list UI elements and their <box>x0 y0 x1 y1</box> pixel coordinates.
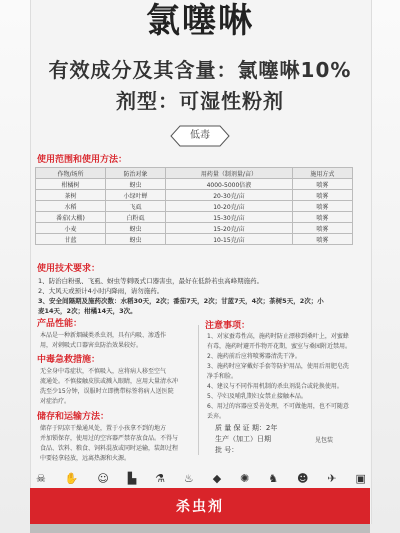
cell-crop: 柑橘树 <box>36 179 106 190</box>
storage-line: 并加锁保存，使用过的空容器严禁存放食品。不得与 <box>40 435 179 442</box>
storage-line: 中要轻拿轻放，远离热源和火源。 <box>40 455 131 462</box>
cell-dosage: 10-20克/亩 <box>166 201 293 212</box>
usage-header-target: 防治对象 <box>105 168 165 179</box>
cell-method: 喷雾 <box>292 212 352 223</box>
first-aid-line: 对症治疗。 <box>40 398 71 405</box>
table-row <box>36 234 353 245</box>
technique-line: 麦14天，2次；柑橘14天，3次。 <box>38 307 137 315</box>
notes-line: 丢弃。 <box>207 413 226 420</box>
notes-line: 3、施药时应穿戴好手套等防护用品，使用后用肥皂洗 <box>207 363 349 370</box>
notes-title: 注意事项： <box>205 321 251 331</box>
first-aid-line: 洗至少15分钟，误服时立即携带标签将病人送医院 <box>40 388 174 395</box>
technique-title: 使用技术要求： <box>37 264 101 274</box>
first-aid-line: 无全身中毒症状，不慎吸入，应将病人移至空气 <box>40 368 167 375</box>
batch-label: 批 号： <box>215 446 239 454</box>
cell-crop: 茶树 <box>36 190 106 201</box>
cell-dosage: 20-30克/亩 <box>166 190 293 201</box>
cell-target: 蚜虫 <box>105 179 165 190</box>
cell-crop: 甘蓝 <box>36 234 106 245</box>
table-row <box>36 179 353 190</box>
usage-header-method: 施用方式 <box>292 168 352 179</box>
performance-title: 产品性能： <box>37 319 83 329</box>
cell-method: 喷雾 <box>292 223 352 234</box>
child-icon: ☻ <box>296 471 309 485</box>
mask-icon: ☺ <box>97 471 109 485</box>
notes-line: 净手和脸。 <box>207 373 238 380</box>
storage-title: 储存和运输方法： <box>37 412 110 422</box>
formulation-line: 剂型：可湿性粉剂 <box>116 89 284 113</box>
ingredient-line: 有效成分及其含量：氯噻啉10% <box>48 58 352 82</box>
cell-crop: 番茄(大棚) <box>36 212 106 223</box>
table-row <box>36 223 353 234</box>
notes-line: 有毒，施药时避开作物开花期，蜜室与桑园附近禁用。 <box>207 343 352 350</box>
spray-icon: ⚗ <box>155 471 166 485</box>
category-label: 杀虫剂 <box>176 499 224 515</box>
technique-line: 2、大风天或预计4小时内降雨，请勿施药。 <box>38 287 164 295</box>
cell-dosage: 4000-5000倍液 <box>166 179 293 190</box>
cell-method: 喷雾 <box>292 201 352 212</box>
technique-line: 3、安全间隔期及施药次数：水稻30天，2次；番茄7天，2次；甘蓝7天，4次；茶树5天，2次；小 <box>38 297 324 305</box>
storage-line: 储存于阴凉干燥通风处，置于小孩拿不到的地方 <box>40 425 167 432</box>
skull-icon: ☠ <box>36 471 46 485</box>
category-band <box>30 488 370 524</box>
first-aid-title: 中毒急救措施： <box>37 355 101 365</box>
cell-crop: 水稻 <box>36 201 106 212</box>
first-aid-text <box>40 367 198 407</box>
cell-method: 喷雾 <box>292 190 352 201</box>
lock-icon: ▣ <box>355 471 366 485</box>
toxicity-badge <box>170 125 230 147</box>
cell-target: 小绿叶蝉 <box>105 190 165 201</box>
cell-target: 飞虱 <box>105 201 165 212</box>
bottom-strip <box>30 524 370 533</box>
usage-header-crop: 作物/场所 <box>36 168 106 179</box>
batch-note: 见包装 <box>315 437 334 444</box>
table-row <box>36 190 353 201</box>
cell-dosage: 10-15克/亩 <box>166 234 293 245</box>
table-row <box>36 212 353 223</box>
technique-line: 1、防治白粉虱、飞虱、蚜虫等刺吸式口器害虫，最好在低龄若虫高峰期施药。 <box>38 277 264 285</box>
fish-icon: ◆ <box>212 471 222 485</box>
wash-icon: ♨ <box>183 471 194 485</box>
product-name: 氯噻啉 <box>146 1 254 41</box>
storage-text <box>40 424 198 464</box>
notes-text <box>207 332 369 422</box>
notes-line: 5、孕妇及哺乳期妇女禁止接触本品。 <box>207 393 307 400</box>
toxicity-label: 低毒 <box>190 130 210 141</box>
usage-header-dosage: 用药量（制剂量/亩） <box>166 168 293 179</box>
glove-icon: ✋ <box>64 471 79 485</box>
cell-crop: 小麦 <box>36 223 106 234</box>
usage-title: 使用范围和使用方法： <box>37 155 128 165</box>
cell-target: 蚜虫 <box>105 234 165 245</box>
boots-icon: ▙ <box>127 471 137 485</box>
first-aid-line: 流通处。不慎接触皮肤或溅入眼睛，应用大量清水冲 <box>40 378 179 385</box>
notes-line: 1、对家蚕毒性高，施药时防止漂移到桑叶上，对蜜蜂 <box>207 333 349 340</box>
bird-icon: ✈ <box>327 471 337 485</box>
cell-method: 喷雾 <box>292 179 352 190</box>
bee-icon: ✺ <box>240 471 250 485</box>
table-row <box>36 201 353 212</box>
notes-line: 6、用过的容器应妥善处理，不可做他用，也不可随意 <box>207 403 349 410</box>
notes-line: 2、施药前后应将喷雾器清洗干净。 <box>207 353 301 360</box>
storage-line: 食品、饮料、粮食、饲料混放或同时运输，装卸过程 <box>40 445 179 452</box>
cell-dosage: 15-20克/亩 <box>166 223 293 234</box>
cell-target: 白粉虱 <box>105 212 165 223</box>
quality-info <box>215 423 277 456</box>
usage-table <box>35 167 353 245</box>
column-divider <box>198 325 199 455</box>
performance-text <box>40 331 198 351</box>
cell-dosage: 15-30克/亩 <box>166 212 293 223</box>
technique-text <box>38 276 356 316</box>
livestock-icon: ♞ <box>268 471 279 485</box>
cell-target: 蚜虫 <box>105 223 165 234</box>
cell-method: 喷雾 <box>292 234 352 245</box>
warranty-line: 质 量 保 证 期：2年 <box>215 424 278 432</box>
notes-line: 4、建议与不同作用机制的杀虫剂混合或轮换使用。 <box>207 383 343 390</box>
usage-table-header <box>36 168 353 179</box>
performance-line: 本品是一种新烟碱类杀虫剂，具有内吸、渗透作 <box>40 332 167 339</box>
production-date-label: 生产（加工）日期 <box>215 435 271 443</box>
performance-line: 用，对刺吸式口器害虫防治效果较好。 <box>40 342 143 349</box>
